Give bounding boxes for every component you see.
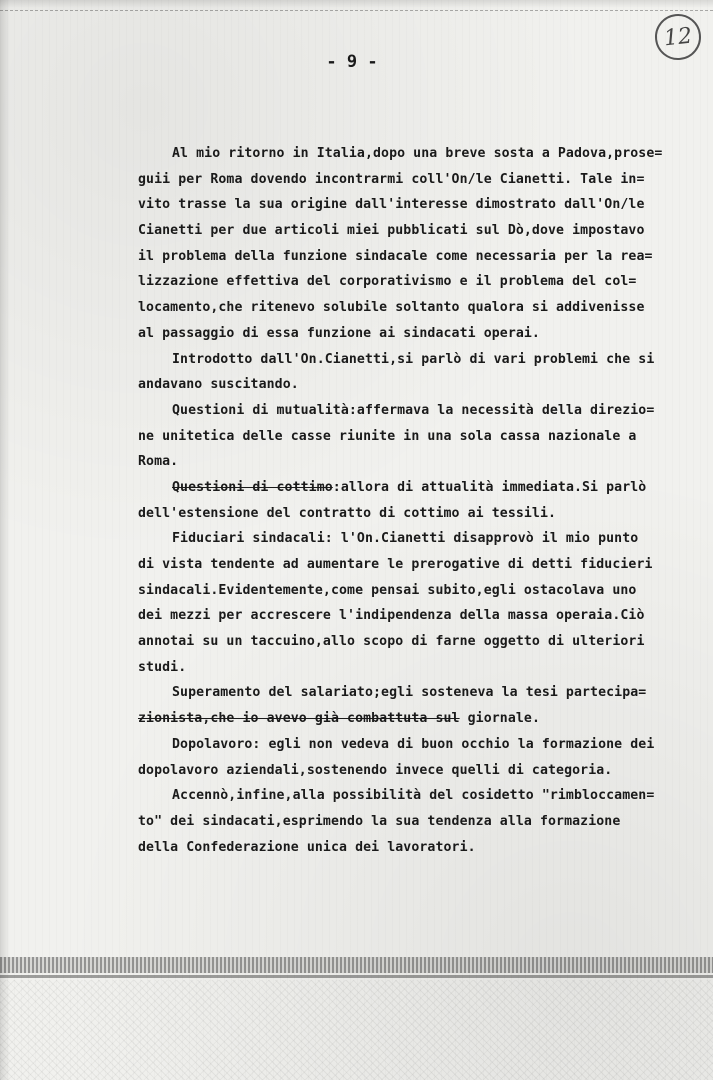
struck-text: zionista,che io avevo già combattuta sul xyxy=(138,711,460,727)
text-line: al passaggio di essa funzione ai sindacati operai. xyxy=(138,325,540,341)
text-line: dopolavoro aziendali,sostenendo invece quelli di categoria. xyxy=(138,762,613,778)
text-line xyxy=(138,706,708,732)
struck-text: Questioni di cottimo xyxy=(172,479,333,495)
text-line: to" dei sindacati,esprimendo la sua tendenza alla formazione xyxy=(138,813,621,829)
text-remainder: :allora di attualità immediata.Si parlò xyxy=(332,479,647,495)
text-line: sindacali.Evidentemente,come pensai subito,egli ostacolava uno xyxy=(138,582,637,598)
scan-noise xyxy=(0,980,713,1080)
scan-edge-left xyxy=(0,0,10,1080)
text-line: Accennò,infine,alla possibilità del cosidetto "rimbloccamen= xyxy=(172,788,655,804)
text-line: Dopolavoro: egli non vedeva di buon occhio la formazione dei xyxy=(172,736,655,752)
text-line xyxy=(138,475,708,501)
text-line: lizzazione effettiva del corporativismo e il problema del col= xyxy=(138,274,637,290)
text-line: Cianetti per due articoli miei pubblicati sul Dò,dove impostavo xyxy=(138,223,645,239)
scan-bottom-band xyxy=(0,957,713,973)
typewritten-body xyxy=(138,141,708,860)
text-line: dei mezzi per accrescere l'indipendenza della massa operaia.Ciò xyxy=(138,608,645,624)
text-line: locamento,che ritenevo solubile soltanto qualora si addivenisse xyxy=(138,300,645,316)
scan-artifact-line xyxy=(0,10,713,12)
text-line: della Confederazione unica dei lavoratori. xyxy=(138,839,476,855)
text-line: Introdotto dall'On.Cianetti,si parlò di vari problemi che si xyxy=(172,351,655,367)
scan-bottom-rule xyxy=(0,975,713,978)
text-line: andavano suscitando. xyxy=(138,377,299,393)
text-line: Fiduciari sindacali: l'On.Cianetti disapprovò il mio punto xyxy=(172,531,639,547)
text-line: di vista tendente ad aumentare le prerogative di detti fiducieri xyxy=(138,557,653,572)
page-number: - 9 - xyxy=(326,52,378,72)
text-line: Roma. xyxy=(138,454,179,470)
text-line: ne unitetica delle casse riunite in una sola cassa nazionale a xyxy=(138,428,637,444)
text-line: Al mio ritorno in Italia,dopo una breve sosta a Padova,prose= xyxy=(172,146,663,161)
archive-stamp: 12 xyxy=(653,12,704,63)
text-line: dell'estensione del contratto di cottimo ai tessili. xyxy=(138,505,557,521)
scan-edge-top xyxy=(0,0,713,8)
text-line: guii per Roma dovendo incontrarmi coll'On/le Cianetti. Tale in= xyxy=(138,171,645,187)
text-line: studi. xyxy=(138,659,187,675)
text-line: il problema della funzione sindacale come necessaria per la rea= xyxy=(138,248,653,264)
text-line: Superamento del salariato;egli sosteneva la tesi partecipa= xyxy=(172,685,647,701)
text-remainder: giornale. xyxy=(459,711,540,727)
text-line: vito trasse la sua origine dall'interesse dimostrato dall'On/le xyxy=(138,197,645,213)
text-line: annotai su un taccuino,allo scopo di farne oggetto di ulteriori xyxy=(138,634,645,650)
text-line: Questioni di mutualità:affermava la necessità della direzio= xyxy=(172,402,655,418)
